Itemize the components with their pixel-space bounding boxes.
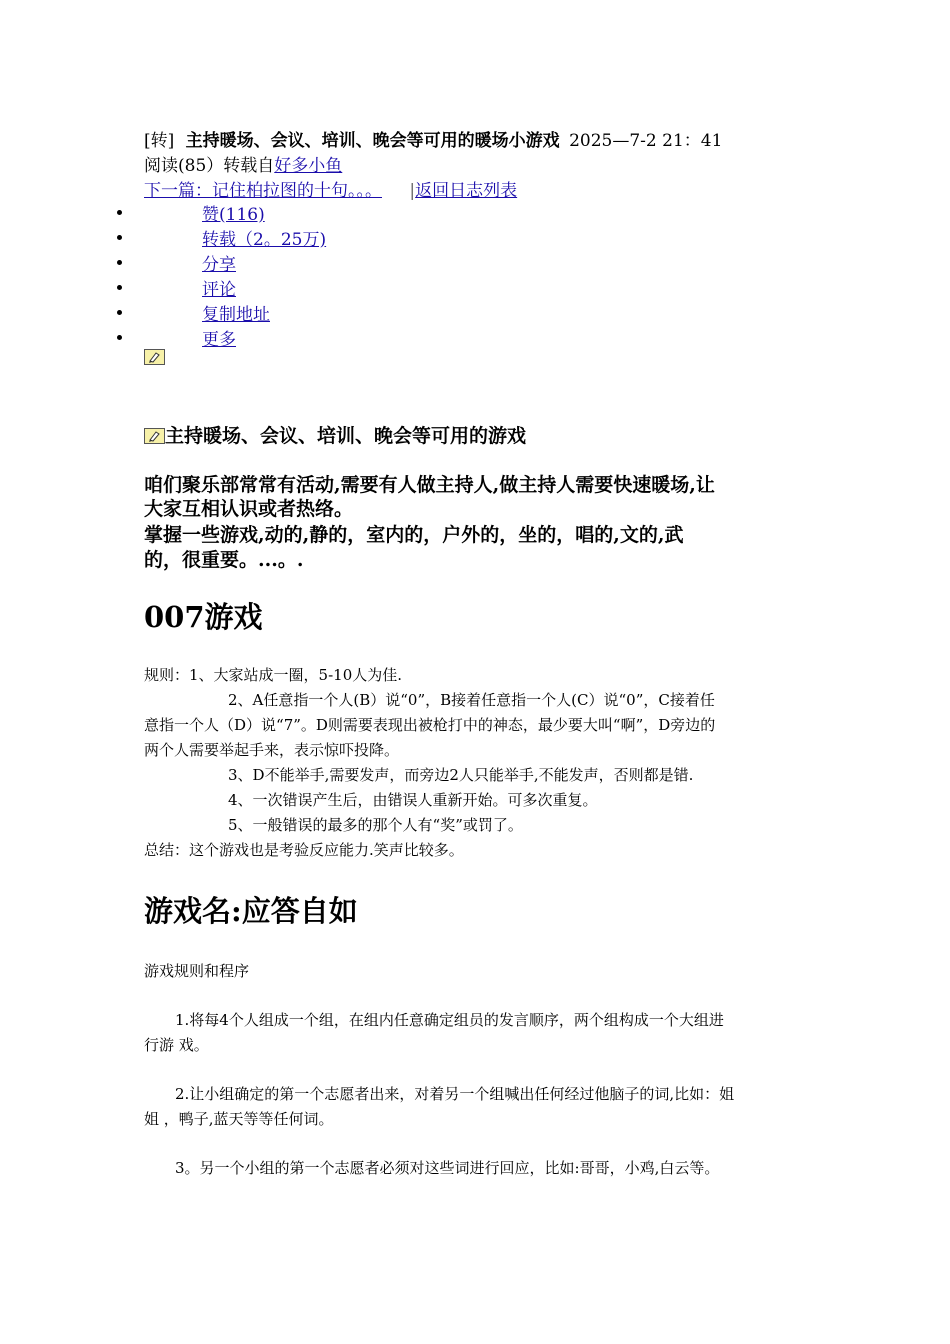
game2-subtitle: 游戏规则和程序 (144, 962, 250, 980)
article-title: 主持暖场、会议、培训、晚会等可用的游戏 (165, 425, 527, 447)
comment-button[interactable]: 评论 (202, 280, 236, 300)
game1-rule-line: 两个人需要举起手来，表示惊吓投降。 (144, 741, 400, 759)
game2-rule-line: 3。另一个小组的第一个志愿者必须对这些词进行回应，比如:哥哥，小鸡,白云等。 (175, 1159, 720, 1177)
list-bullet (117, 235, 122, 240)
more-button[interactable]: 更多 (202, 330, 236, 350)
game1-rule-line: 2、A任意指一个人(B）说“0”，B接着任意指一个人(C）说“0”，C接着任 (228, 691, 715, 709)
pencil-icon (144, 428, 165, 444)
like-button[interactable]: 赞(116) (202, 205, 265, 225)
intro-line: 大家互相认识或者热络。 (144, 498, 354, 520)
game2-title: 游戏名:应答自如 (144, 894, 358, 928)
list-bullet (117, 310, 122, 315)
intro-line: 掌握一些游戏,动的,静的，室内的，户外的，坐的，唱的,文的,武 (144, 524, 684, 546)
game2-rule-line: 姐 ，鸭子,蓝天等等任何词。 (144, 1110, 334, 1128)
list-bullet (117, 210, 122, 215)
post-title: 主持暖场、会议、培训、晚会等可用的暖场小游戏 (185, 131, 560, 151)
article-title-row (144, 421, 526, 448)
list-bullet (117, 285, 122, 290)
pencil-icon (144, 349, 165, 365)
share-button[interactable]: 分享 (202, 255, 236, 275)
list-bullet (117, 260, 122, 265)
next-post-link[interactable]: 下一篇：记住柏拉图的十句。。。 (144, 181, 382, 201)
read-count: 阅读(85）转载自 (144, 156, 275, 176)
back-to-list-link[interactable]: 返回日志列表 (415, 181, 518, 201)
post-meta (144, 151, 342, 176)
author-link[interactable]: 好多小鱼 (274, 156, 343, 176)
game2-rule-line: 2.让小组确定的第一个志愿者出来，对着另一个组喊出任何经过他脑子的词,比如：姐 (175, 1085, 735, 1103)
copy-address-button[interactable]: 复制地址 (202, 305, 270, 325)
game2-rule-line: 1.将每4个人组成一个组，在组内任意确定组员的发言顺序，两个组构成一个大组进 (175, 1011, 724, 1029)
post-datetime: 2025—7-2 21：41 (569, 131, 723, 151)
game1-rule-line: 4、一次错误产生后，由错误人重新开始。可多次重复。 (228, 791, 598, 809)
game1-title: 007游戏 (144, 600, 263, 634)
game2-rule-line: 行游 戏。 (144, 1036, 209, 1054)
game1-rule-line: 3、D不能举手,需要发声，而旁边2人只能举手,不能发声，否则都是错. (228, 766, 694, 784)
intro-line: 的，很重要。...。. (144, 549, 304, 571)
intro-line: 咱们聚乐部常常有活动,需要有人做主持人,做主持人需要快速暖场,让 (144, 474, 715, 496)
list-bullet (117, 335, 122, 340)
game1-summary: 总结：这个游戏也是考验反应能力.笑声比较多。 (144, 841, 464, 859)
game1-rule-line: 5、一般错误的最多的那个人有“奖”或罚了。 (228, 816, 523, 834)
repost-tag: [转] (144, 131, 175, 151)
post-nav (144, 176, 517, 201)
nav-separator: | (409, 181, 416, 201)
post-header (144, 126, 722, 151)
game1-rule-line: 意指一个人（D）说“7”。D则需要表现出被枪打中的神态，最少要大叫“啊”，D旁边的 (144, 716, 716, 734)
repost-button[interactable]: 转载（2。25万) (202, 230, 327, 250)
game1-rule-line: 规则：1、大家站成一圈，5-10人为佳. (144, 666, 403, 684)
